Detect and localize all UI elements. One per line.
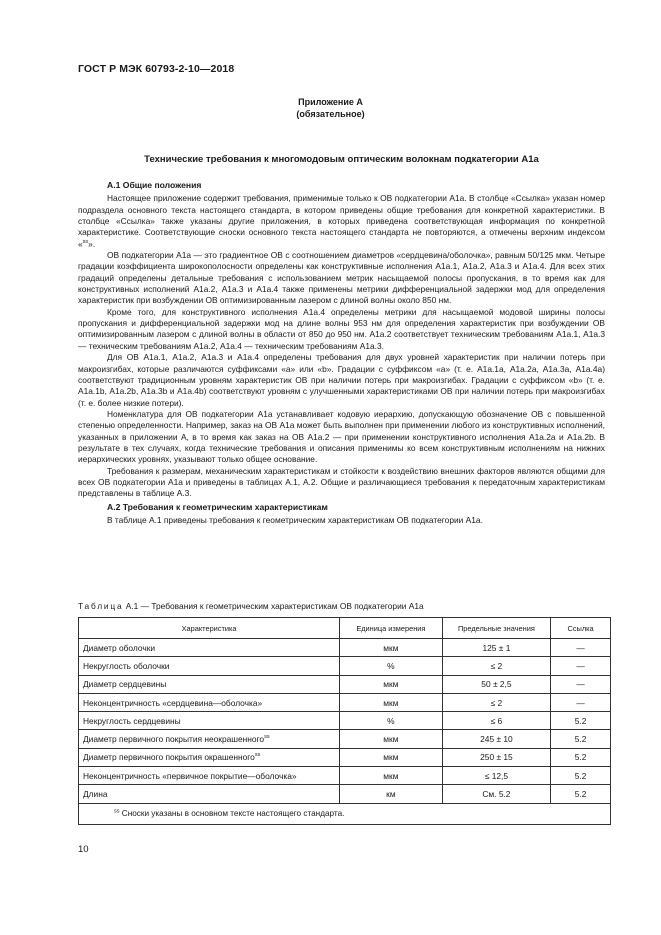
table-row bbox=[79, 785, 611, 803]
cell-unit: % bbox=[340, 712, 443, 730]
standard-header: ГОСТ Р МЭК 60793-2-10—2018 bbox=[78, 63, 235, 75]
table-row bbox=[79, 693, 611, 711]
cell-unit: мкм bbox=[340, 675, 443, 693]
paragraph: Требования к размерам, механическим характеристикам и стойкости к воздействию внешних факторов являются общими для всех ОВ подкатегории А1а и приведены в таблицах А.1, А.2. Общие и различающиеся требования к передаточным характеристикам представлены в таблице А.3. bbox=[78, 465, 605, 499]
table-row bbox=[79, 730, 611, 748]
table-row bbox=[79, 657, 611, 675]
cell-reference: — bbox=[551, 675, 611, 693]
header-characteristic: Характеристика bbox=[79, 618, 340, 639]
cell-reference: 5.2 bbox=[551, 748, 611, 766]
header-reference: Ссылка bbox=[551, 618, 611, 639]
superscript: ss bbox=[82, 238, 89, 245]
annex-heading: Технические требования к многомодовым оптическим волокнам подкатегории А1а bbox=[144, 154, 539, 165]
annex-title: Приложение А bbox=[298, 97, 363, 107]
cell-characteristic: Некруглость сердцевины bbox=[79, 712, 340, 730]
annex-label bbox=[0, 96, 661, 120]
annex-status: (обязательное) bbox=[296, 109, 365, 119]
table-row bbox=[79, 748, 611, 766]
cell-limit: ≤ 2 bbox=[442, 693, 551, 711]
cell-limit: См. 5.2 bbox=[442, 785, 551, 803]
cell-unit: мкм bbox=[340, 639, 443, 657]
cell-characteristic: Диаметр первичного покрытия окрашенного$^{ss}$ bbox=[79, 748, 340, 766]
cell-limit: 245 ± 10 bbox=[442, 730, 551, 748]
cell-limit: 125 ± 1 bbox=[442, 639, 551, 657]
cell-characteristic: Диаметр первичного покрытия неокрашенного$^{ss}$ bbox=[79, 730, 340, 748]
cell-unit: мкм bbox=[340, 693, 443, 711]
cell-characteristic: Некруглость оболочки bbox=[79, 657, 340, 675]
paragraph: В таблице А.1 приведены требования к геометрическим характеристикам ОВ подкатегории А1а. bbox=[107, 514, 483, 525]
cell-characteristic: Диаметр оболочки bbox=[79, 639, 340, 657]
cell-reference: — bbox=[551, 693, 611, 711]
section-a2-title: А.2 Требования к геометрическим характеристикам bbox=[107, 501, 328, 512]
section-a1-title: А.1 Общие положения bbox=[107, 180, 202, 190]
header-unit: Единица измерения bbox=[340, 618, 443, 639]
cell-limit: ≤ 2 bbox=[442, 657, 551, 675]
table-row bbox=[79, 675, 611, 693]
page-number: 10 bbox=[78, 844, 89, 855]
cell-unit: мкм bbox=[340, 748, 443, 766]
cell-unit: % bbox=[340, 657, 443, 675]
body-text bbox=[78, 180, 605, 526]
paragraph: Кроме того, для конструктивного исполнения А1а.4 определены метрики для насыщаемой модовой ширины полосы пропускания и дифференциальной задержки мод на длине волны 953 нм для определения характеристик при возбуждении ОВ оптимизированным лазером с длиной волны в области от 850 до 950 нм. А1а.2 соответствует техническим требованиям А1а.1, А1а.3 — техническим требованиям А1а.2, А1а.4 — техническим требованиям А1а.3. bbox=[78, 306, 605, 351]
cell-reference: 5.2 bbox=[551, 785, 611, 803]
table-row bbox=[79, 712, 611, 730]
table-row bbox=[79, 639, 611, 657]
cell-reference: 5.2 bbox=[551, 767, 611, 785]
cell-limit: 50 ± 2,5 bbox=[442, 675, 551, 693]
cell-limit: 250 ± 15 bbox=[442, 748, 551, 766]
cell-reference: — bbox=[551, 639, 611, 657]
cell-unit: мкм bbox=[340, 767, 443, 785]
table-footnote: $^{ss}$ Сноски указаны в основном тексте настоящего стандарта. bbox=[79, 803, 611, 824]
cell-characteristic: Неконцентричность «первичное покрытие—оболочка» bbox=[79, 767, 340, 785]
cell-limit: ≤ 6 bbox=[442, 712, 551, 730]
table-caption: Таблица А.1 — Требования к геометрическим характеристикам ОВ подкатегории А1а bbox=[78, 601, 424, 611]
cell-reference: 5.2 bbox=[551, 730, 611, 748]
paragraph: Номенклатура для ОВ подкатегории А1а устанавливает кодовую иерархию, допускающую обозначение ОВ с повышенной степенью определенности. Например, заказ на ОВ А1а может быть выполнен при применении любого из конструктивных исполнений, указанных в приложении А, в то время как заказ на ОВ А1а.2 — при применении конструктивного исполнения А1а.2а и А1а.2b. В результате в тех случаях, когда технические требования и описания применимы ко всем конструктивным исполнениям на нижних иерархических уровнях, указывают только общее основание. bbox=[78, 408, 605, 465]
cell-characteristic: Длина bbox=[79, 785, 340, 803]
cell-characteristic: Диаметр сердцевины bbox=[79, 675, 340, 693]
paragraph: Настоящее приложение содержит требования, применимые только к ОВ подкатегории А1а. В столбце «Ссылка» указан номер подраздела основного текста настоящего стандарта, в котором приведены общие требования для конкретной характеристики. В столбце «Ссылка» также указаны другие приложения, в которых приведена соответствующая информация по конкретной характеристике. Соответствующие сноски основного текста настоящего стандарта не повторяются, а отмечены верхним индексом «$^{ss}$». bbox=[78, 193, 605, 249]
cell-unit: мкм bbox=[340, 730, 443, 748]
paragraph: Для ОВ А1а.1, А1а.2, А1а.3 и А1а.4 определены требования для двух уровней характеристик при наличии потерь при макроизгибах, которые различаются суффиксами «а» или «b». Градации с суффиксом «а» (т. е. А1а.1а, А1а.2а, А1а.3а, А1а.4а) соответствуют традиционным уровням характеристик ОВ при наличии потерь при макроизгибах. Градации с суффиксом «b» (т. е. А1а.1b, А1а.2b, А1а.3b и А1а.4b) соответствуют уровням с улучшенными характеристиками ОВ при наличии потерь при макроизгибах (т. е. более низкие потери). bbox=[78, 352, 605, 408]
cell-reference: — bbox=[551, 657, 611, 675]
cell-characteristic: Неконцентричность «сердцевина—оболочка» bbox=[79, 693, 340, 711]
paragraph: ОВ подкатегории А1а — это градиентное ОВ с соотношением диаметров «сердцевина/оболочка», равным 50/125 мкм. Четыре градации коэффициента широкополосности определены как конструктивные исполнения А1а.1, А1а.2, А1а.3 и А1а.4. Для всех этих градаций определены детальные требования с использованием метрик насыщаемой полосы пропускания, в то время как для конструктивных исполнений А1а.2, А1а.3 и А1а.4 также применены метрики дифференциальной задержки мод для определения характеристик при возбуждении ОВ оптимизированным лазером с длиной волны около 850 нм. bbox=[78, 250, 605, 306]
table-header-row bbox=[79, 618, 611, 639]
cell-unit: км bbox=[340, 785, 443, 803]
cell-reference: 5.2 bbox=[551, 712, 611, 730]
table-row bbox=[79, 767, 611, 785]
header-limit: Предельные значения bbox=[442, 618, 551, 639]
table-footnote-row bbox=[79, 803, 611, 824]
geometry-table bbox=[78, 617, 611, 825]
cell-limit: ≤ 12,5 bbox=[442, 767, 551, 785]
